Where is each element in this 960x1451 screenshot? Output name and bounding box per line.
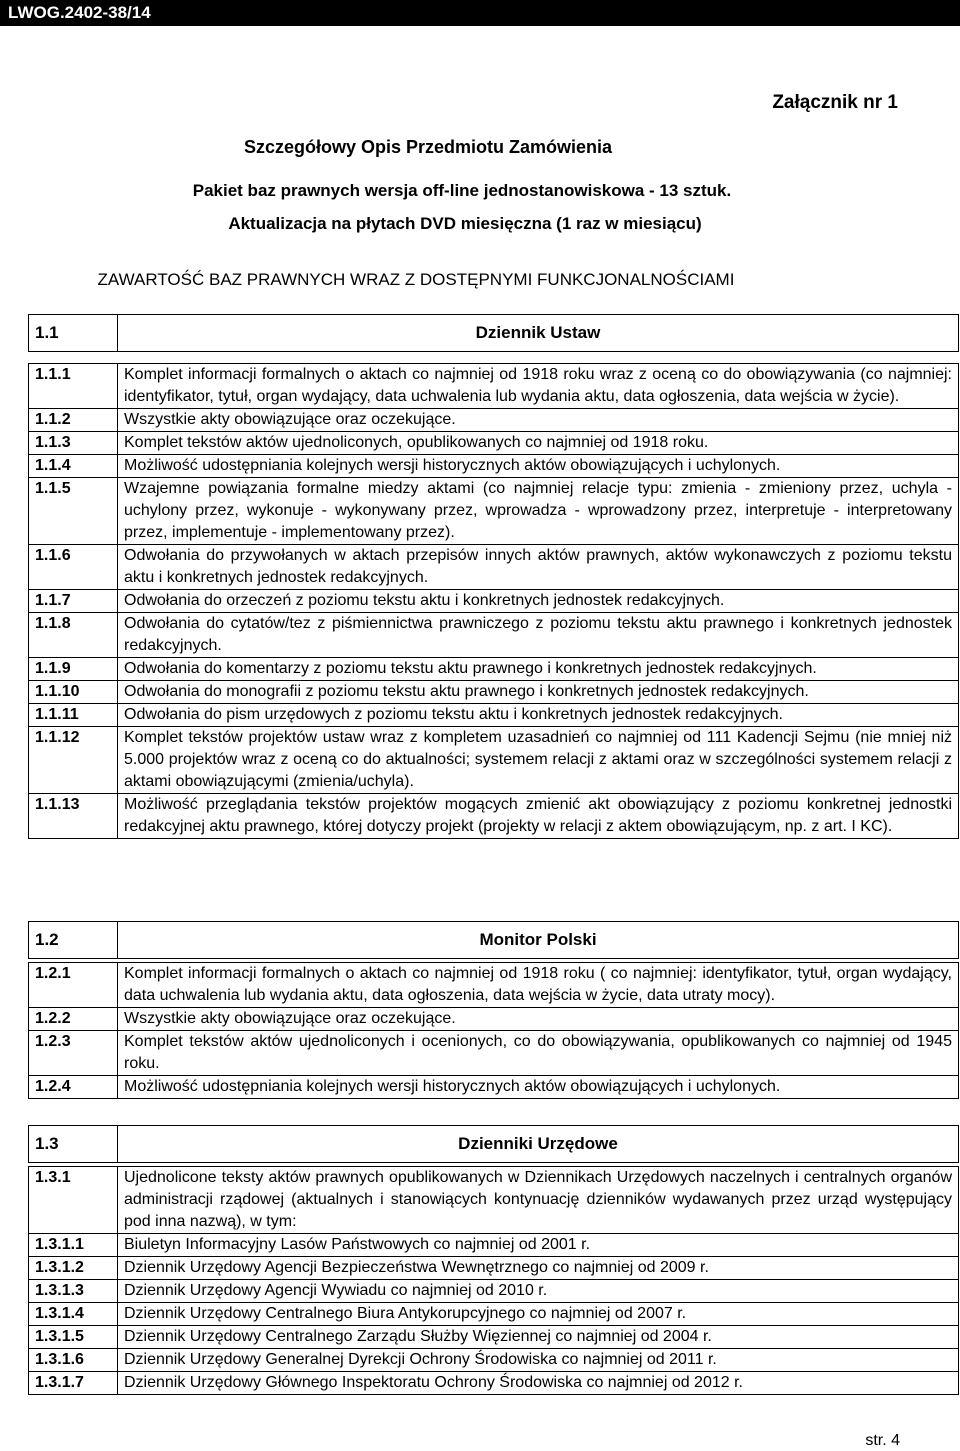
item-number: 1.1.2: [29, 409, 118, 432]
item-text: Odwołania do monografii z poziomu tekstu aktu prawnego i konkretnych jednostek redakcyjnych.: [118, 681, 959, 704]
item-number: 1.3.1: [29, 1167, 118, 1234]
section-table-dziennik-ustaw: [28, 314, 959, 352]
item-number: 1.1.3: [29, 432, 118, 455]
item-row: [29, 1326, 959, 1349]
item-text: Dziennik Urzędowy Centralnego Biura Antykorupcyjnego co najmniej od 2007 r.: [118, 1303, 959, 1326]
content-heading: ZAWARTOŚĆ BAZ PRAWNYCH WRAZ Z DOSTĘPNYMI FUNKCJONALNOŚCIAMI: [97, 270, 735, 289]
item-text: Dziennik Urzędowy Agencji Bezpieczeństwa Wewnętrznego co najmniej od 2009 r.: [118, 1257, 959, 1280]
items-table-1-3: [28, 1166, 959, 1395]
page-number: str. 4: [865, 1432, 900, 1449]
section-title: Monitor Polski: [118, 922, 959, 959]
item-number: 1.3.1.1: [29, 1234, 118, 1257]
item-number: 1.1.10: [29, 681, 118, 704]
item-text: Komplet informacji formalnych o aktach co najmniej od 1918 roku wraz z oceną co do obowiązywania (co najmniej: identyfikator, tytuł, organ wydający, data uchwalenia lub wydania aktu, data ogłoszenia, data wejścia w życie).: [118, 364, 959, 409]
document-reference: LWOG.2402-38/14: [8, 3, 151, 22]
item-number: 1.1.6: [29, 545, 118, 590]
section-title: Dziennik Ustaw: [118, 315, 959, 352]
item-number: 1.2.2: [29, 1008, 118, 1031]
section-title: Dzienniki Urzędowe: [118, 1126, 959, 1163]
item-text: Komplet informacji formalnych o aktach co najmniej od 1918 roku ( co najmniej: identyfikator, tytuł, organ wydający, data uchwalenia lub wydania aktu, data ogłoszenia, data wejścia w życie, data utraty mocy).: [118, 963, 959, 1008]
item-row: [29, 1280, 959, 1303]
item-number: 1.1.8: [29, 613, 118, 658]
item-row: [29, 727, 959, 794]
item-row: [29, 455, 959, 478]
item-number: 1.1.9: [29, 658, 118, 681]
item-text: Dziennik Urzędowy Generalnej Dyrekcji Ochrony Środowiska co najmniej od 2011 r.: [118, 1349, 959, 1372]
item-number: 1.1.7: [29, 590, 118, 613]
item-row: [29, 545, 959, 590]
item-row: [29, 1031, 959, 1076]
item-text: Dziennik Urzędowy Centralnego Zarządu Służby Więziennej co najmniej od 2004 r.: [118, 1326, 959, 1349]
section-header-row: [29, 1126, 959, 1163]
section-number: 1.1: [29, 315, 118, 352]
item-number: 1.3.1.2: [29, 1257, 118, 1280]
item-text: Komplet tekstów aktów ujednoliconych, opublikowanych co najmniej od 1918 roku.: [118, 432, 959, 455]
item-text: Dziennik Urzędowy Głównego Inspektoratu Ochrony Środowiska co najmniej od 2012 r.: [118, 1372, 959, 1395]
item-text: Możliwość udostępniania kolejnych wersji historycznych aktów obowiązujących i uchylonych.: [118, 455, 959, 478]
item-text: Dziennik Urzędowy Agencji Wywiadu co najmniej od 2010 r.: [118, 1280, 959, 1303]
item-text: Komplet tekstów aktów ujednoliconych i ocenionych, co do obowiązywania, opublikowanych co najmniej od 1945 roku.: [118, 1031, 959, 1076]
section-table-monitor-polski: [28, 921, 959, 959]
items-table-1-1: [28, 363, 959, 839]
item-row: [29, 1349, 959, 1372]
item-text: Odwołania do orzeczeń z poziomu tekstu aktu i konkretnych jednostek redakcyjnych.: [118, 590, 959, 613]
item-text: Wszystkie akty obowiązujące oraz oczekujące.: [118, 1008, 959, 1031]
annex-label: Załącznik nr 1: [772, 92, 898, 113]
item-text: Odwołania do przywołanych w aktach przepisów innych aktów prawnych, aktów wykonawczych z poziomu tekstu aktu i konkretnych jednostek redakcyjnych.: [118, 545, 959, 590]
document-subtitle-update: Aktualizacja na płytach DVD miesięczna (1 raz w miesiącu): [228, 214, 702, 233]
item-number: 1.1.1: [29, 364, 118, 409]
item-number: 1.1.4: [29, 455, 118, 478]
item-number: 1.2.1: [29, 963, 118, 1008]
item-text: Odwołania do pism urzędowych z poziomu tekstu aktu i konkretnych jednostek redakcyjnych.: [118, 704, 959, 727]
item-row: [29, 658, 959, 681]
item-number: 1.1.13: [29, 794, 118, 839]
item-row: [29, 478, 959, 545]
item-number: 1.3.1.3: [29, 1280, 118, 1303]
item-row: [29, 681, 959, 704]
section-number: 1.3: [29, 1126, 118, 1163]
item-number: 1.3.1.7: [29, 1372, 118, 1395]
item-row: [29, 1257, 959, 1280]
item-number: 1.2.3: [29, 1031, 118, 1076]
item-number: 1.3.1.4: [29, 1303, 118, 1326]
item-row: [29, 432, 959, 455]
item-row: [29, 613, 959, 658]
item-number: 1.1.5: [29, 478, 118, 545]
section-header-row: [29, 315, 959, 352]
item-text: Odwołania do komentarzy z poziomu tekstu aktu prawnego i konkretnych jednostek redakcyjnych.: [118, 658, 959, 681]
item-text: Wzajemne powiązania formalne miedzy aktami (co najmniej relacje typu: zmienia - zmieniony przez, uchyla - uchylony przez, wykonuje - wykonywany przez, wprowadza - wprowadzony przez, interpretuje - interpretowany przez, implementuje - implementowany przez).: [118, 478, 959, 545]
items-table-1-2: [28, 962, 959, 1099]
item-text: Odwołania do cytatów/tez z piśmiennictwa prawniczego z poziomu tekstu aktu prawnego i konkretnych jednostek redakcyjnych.: [118, 613, 959, 658]
document-subtitle-package: Pakiet baz prawnych wersja off-line jednostanowiskowa - 13 sztuk.: [192, 181, 732, 200]
item-text: Ujednolicone teksty aktów prawnych opublikowanych w Dziennikach Urzędowych naczelnych i centralnych organów administracji rządowej (aktualnych i stanowiących kontynuację dzienników wydawanych przez urząd występujący pod inna nazwą), w tym:: [118, 1167, 959, 1234]
item-number: 1.3.1.5: [29, 1326, 118, 1349]
item-number: 1.3.1.6: [29, 1349, 118, 1372]
item-row: [29, 963, 959, 1008]
item-row: [29, 1076, 959, 1099]
item-row: [29, 364, 959, 409]
item-row: [29, 590, 959, 613]
item-text: Możliwość przeglądania tekstów projektów mogących zmienić akt obowiązujący z poziomu konkretnej jednostki redakcyjnej aktu prawnego, której dotyczy projekt (projekty w relacji z aktem obowiązującym, np. z art. I KC).: [118, 794, 959, 839]
item-row: [29, 1008, 959, 1031]
header-bar: [0, 0, 960, 26]
item-row: [29, 794, 959, 839]
item-row: [29, 704, 959, 727]
item-text: Komplet tekstów projektów ustaw wraz z kompletem uzasadnień co najmniej od 111 Kadencji Sejmu (nie mniej niż 5.000 projektów wraz z oceną co do aktualności; systemem relacji z aktami oraz w szczególności systemem relacji z aktami obowiązującymi (zmienia/uchyla).: [118, 727, 959, 794]
section-header-row: [29, 922, 959, 959]
item-number: 1.2.4: [29, 1076, 118, 1099]
item-row: [29, 1167, 959, 1234]
item-text: Możliwość udostępniania kolejnych wersji historycznych aktów obowiązujących i uchylonych.: [118, 1076, 959, 1099]
section-table-dzienniki-urzedowe: [28, 1125, 959, 1163]
item-number: 1.1.12: [29, 727, 118, 794]
item-number: 1.1.11: [29, 704, 118, 727]
section-number: 1.2: [29, 922, 118, 959]
item-row: [29, 1234, 959, 1257]
item-row: [29, 1303, 959, 1326]
item-row: [29, 1372, 959, 1395]
item-row: [29, 409, 959, 432]
item-text: Biuletyn Informacyjny Lasów Państwowych co najmniej od 2001 r.: [118, 1234, 959, 1257]
document-title: Szczegółowy Opis Przedmiotu Zamówienia: [243, 137, 613, 157]
item-text: Wszystkie akty obowiązujące oraz oczekujące.: [118, 409, 959, 432]
